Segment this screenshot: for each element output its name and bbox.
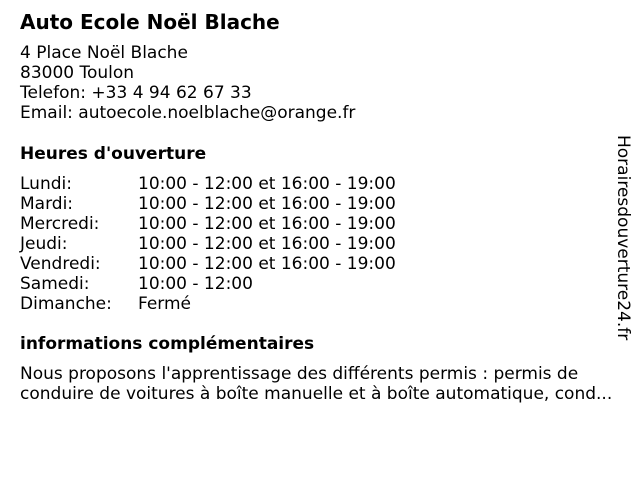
hours-row-thursday — [20, 234, 396, 254]
day-label: Lundi: — [20, 174, 72, 194]
hours-row-monday — [20, 174, 396, 194]
address-city: 83000 Toulon — [20, 63, 135, 83]
business-name: Auto Ecole Noël Blache — [20, 10, 280, 34]
email-address: Email: autoecole.noelblache@orange.fr — [20, 103, 356, 123]
info-line: conduire de voitures à boîte manuelle et à boîte automatique, cond... — [20, 384, 613, 404]
additional-info-heading: informations complémentaires — [20, 334, 315, 354]
time-range: 10:00 - 12:00 et 16:00 - 19:00 — [138, 254, 396, 274]
opening-hours-heading: Heures d'ouverture — [20, 144, 207, 164]
site-watermark: Horairesdouverture24.fr — [613, 135, 633, 341]
hours-row-wednesday — [20, 214, 396, 234]
hours-row-friday — [20, 254, 396, 274]
day-label: Vendredi: — [20, 254, 101, 274]
time-range: 10:00 - 12:00 et 16:00 - 19:00 — [138, 214, 396, 234]
additional-info-text — [20, 364, 630, 404]
time-range: 10:00 - 12:00 et 16:00 - 19:00 — [138, 194, 396, 214]
info-line: Nous proposons l'apprentissage des différents permis : permis de — [20, 364, 579, 384]
address-street: 4 Place Noël Blache — [20, 43, 188, 63]
time-range: 10:00 - 12:00 et 16:00 - 19:00 — [138, 174, 396, 194]
day-label: Dimanche: — [20, 294, 112, 314]
time-range: 10:00 - 12:00 et 16:00 - 19:00 — [138, 234, 396, 254]
time-range: Fermé — [138, 294, 192, 314]
day-label: Mardi: — [20, 194, 74, 214]
hours-row-tuesday — [20, 194, 396, 214]
day-label: Samedi: — [20, 274, 90, 294]
day-label: Mercredi: — [20, 214, 100, 234]
hours-row-sunday — [20, 294, 396, 314]
hours-row-saturday — [20, 274, 396, 294]
time-range: 10:00 - 12:00 — [138, 274, 253, 294]
phone-number: Telefon: +33 4 94 62 67 33 — [20, 83, 252, 103]
opening-hours-table — [20, 174, 396, 314]
day-label: Jeudi: — [20, 234, 68, 254]
address-block — [20, 43, 355, 123]
